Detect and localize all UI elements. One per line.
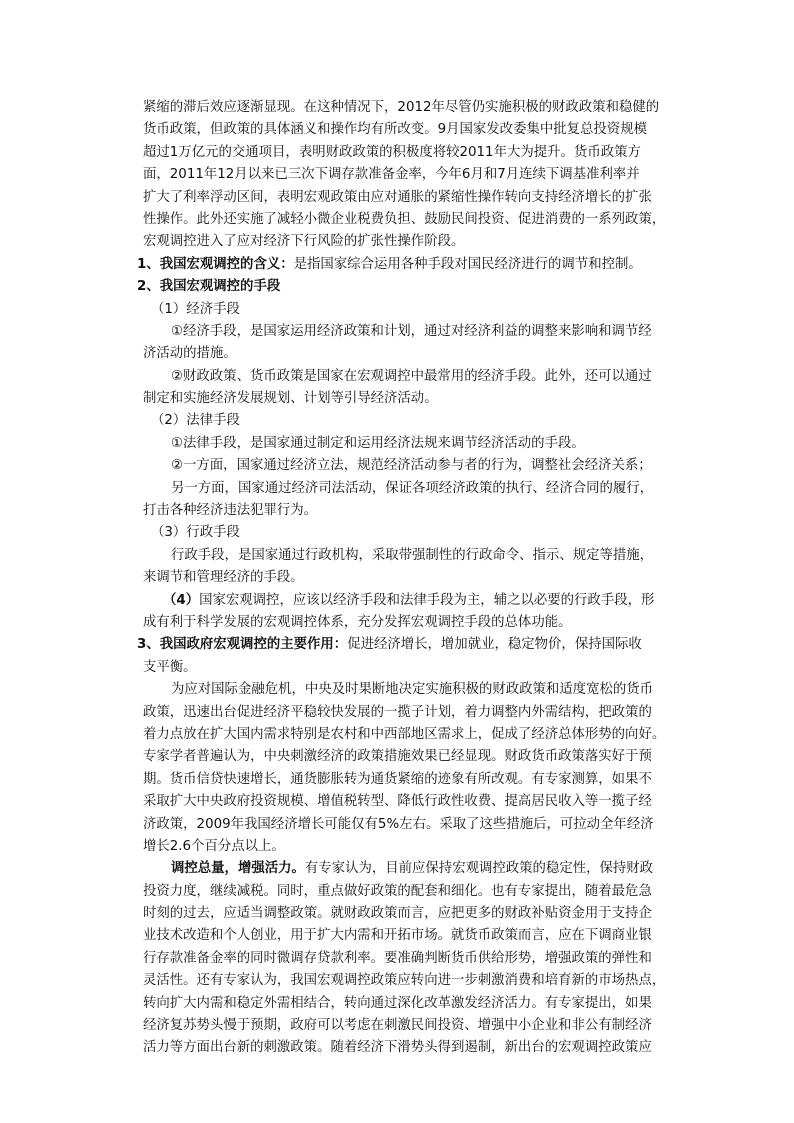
text-line: 性操作。此外还实施了减轻小微企业税费负担、鼓励民间投资、促进消费的一系列政策， <box>143 211 666 227</box>
section-1-body: 是指国家综合运用各种手段对国民经济进行的调节和控制。 <box>293 256 642 272</box>
text-line: 扩大了利率浮动区间，表明宏观政策由应对通胀的紧缩性操作转向支持经济增长的扩张 <box>143 189 652 205</box>
text-line: 制定和实施经济发展规划、计划等引导经济活动。 <box>143 391 438 407</box>
paragraph-2-text: 有专家认为，目前应保持宏观调控政策的稳定性，保持财政 <box>304 861 654 877</box>
text-line: 着力点放在扩大国内需求特别是农村和中西部地区需求上，促成了经济总体形势的向好。 <box>143 726 666 742</box>
text-line: 活力等方面出台新的刺激政策。随着经济下滑势头得到遏制，新出台的宏观调控政策应 <box>143 1040 652 1056</box>
subsection-4-number: （4） <box>163 592 200 608</box>
text-line: 采取扩大中央政府投资规模、增值税转型、降低行政性收费、提高居民收入等一揽子经 <box>143 794 652 810</box>
text-line: 期。货币信贷快速增长，通货膨胀转为通货紧缩的迹象有所改观。有专家测算，如果不 <box>143 771 652 787</box>
text-line: 成有利于科学发展的宏观调控体系，充分发挥宏观调控手段的总体功能。 <box>143 614 572 630</box>
text-line: 业技术改造和个人创业，用于扩大内需和开拓市场。就货币政策而言，应在下调商业银 <box>143 928 652 944</box>
text-line: ②财政政策、货币政策是国家在宏观调控中最常用的经济手段。此外，还可以通过 <box>171 368 652 384</box>
text-line: 来调节和管理经济的手段。 <box>143 570 304 586</box>
text-line: 紧缩的滞后效应逐渐显现。在这种情况下，2012年尽管仍实施积极的财政政策和稳健的 <box>143 100 660 115</box>
text-line: 灵活性。还有专家认为，我国宏观调控政策应转向进一步刺激消费和培育新的市场热点， <box>143 973 666 989</box>
text-line: 转向扩大内需和稳定外需相结合，转向通过深化改革激发经济活力。有专家提出，如果 <box>143 995 652 1011</box>
subsection-economic-title: （1）经济手段 <box>151 301 240 317</box>
text-line: 支平衡。 <box>143 659 197 675</box>
section-3-body: 促进经济增长，增加就业，稳定物价，保持国际收 <box>347 637 642 653</box>
text-line: 货币政策，但政策的具体涵义和操作均有所改变。9月国家发改委集中批复总投资规模 <box>143 122 647 138</box>
section-3-role <box>137 634 683 656</box>
subsection-4-text: 国家宏观调控，应该以经济手段和法律手段为主，辅之以必要的行政手段，形 <box>199 592 655 608</box>
section-3-heading: 3、我国政府宏观调控的主要作用： <box>137 637 348 653</box>
subsection-4-line <box>143 590 683 612</box>
text-line: 行存款准备金率的同时微调存贷款利率。要准确判断货币供给形势，增强政策的弹性和 <box>143 950 652 966</box>
text-line: 增长2.6个百分点以上。 <box>143 838 285 854</box>
document-page <box>137 97 683 1060</box>
text-line: 打击各种经济违法犯罪行为。 <box>143 503 318 519</box>
subsection-administrative-title: （3）行政手段 <box>151 525 240 541</box>
text-line: 超过1万亿元的交通项目，表明财政政策的积极度将较2011年大为提升。货币政策方 <box>143 144 641 160</box>
text-line: 行政手段，是国家通过行政机构，采取带强制性的行政命令、指示、规定等措施， <box>171 547 654 563</box>
section-1-definition <box>137 254 683 276</box>
text-line: 宏观调控进入了应对经济下行风险的扩张性操作阶段。 <box>143 234 465 250</box>
section-1-heading: 1、我国宏观调控的含义： <box>137 256 294 272</box>
text-line: 为应对国际金融危机，中央及时果断地决定实施积极的财政政策和适度宽松的货币 <box>171 682 654 698</box>
text-line: ①经济手段，是国家运用经济政策和计划，通过对经济利益的调整来影响和调节经 <box>171 323 652 339</box>
text-line: 时刻的过去，应适当调整政策。就财政政策而言，应把更多的财政补贴资金用于支持企 <box>143 906 652 922</box>
subsection-legal-title: （2）法律手段 <box>151 413 240 429</box>
text-line: 济活动的措施。 <box>143 346 237 362</box>
paragraph-2-lead: 调控总量，增强活力。 <box>171 861 305 877</box>
text-line: 经济复苏势头慢于预期，政府可以考虑在刺激民间投资、增强中小企业和非公有制经济 <box>143 1018 652 1034</box>
text-line: ②一方面，国家通过经济立法，规范经济活动参与者的行为，调整社会经济关系； <box>171 458 652 474</box>
text-line: 政策，迅速出台促进经济平稳较快发展的一揽子计划，着力调整内外需结构，把政策的 <box>143 704 652 720</box>
text-line: 另一方面，国家通过经济司法活动，保证各项经济政策的执行、经济合同的履行， <box>171 480 654 496</box>
text-line: 济政策，2009年我国经济增长可能仅有5%左右。采取了这些措施后，可拉动全年经济 <box>143 816 654 832</box>
section-2-heading: 2、我国宏观调控的手段 <box>137 279 281 295</box>
text-line: 专家学者普遍认为，中央刺激经济的政策措施效果已经显现。财政货币政策落实好于预 <box>143 749 652 765</box>
text-line: 投资力度，继续减税。同时，重点做好政策的配套和细化。也有专家提出，随着最危急 <box>143 883 652 899</box>
text-line: 面，2011年12月以来已三次下调存款准备金率，今年6月和7月连续下调基准利率并 <box>143 167 640 183</box>
paragraph-2-first-line <box>143 858 683 880</box>
text-line: ①法律手段，是国家通过制定和运用经济法规来调节经济活动的手段。 <box>171 435 585 451</box>
